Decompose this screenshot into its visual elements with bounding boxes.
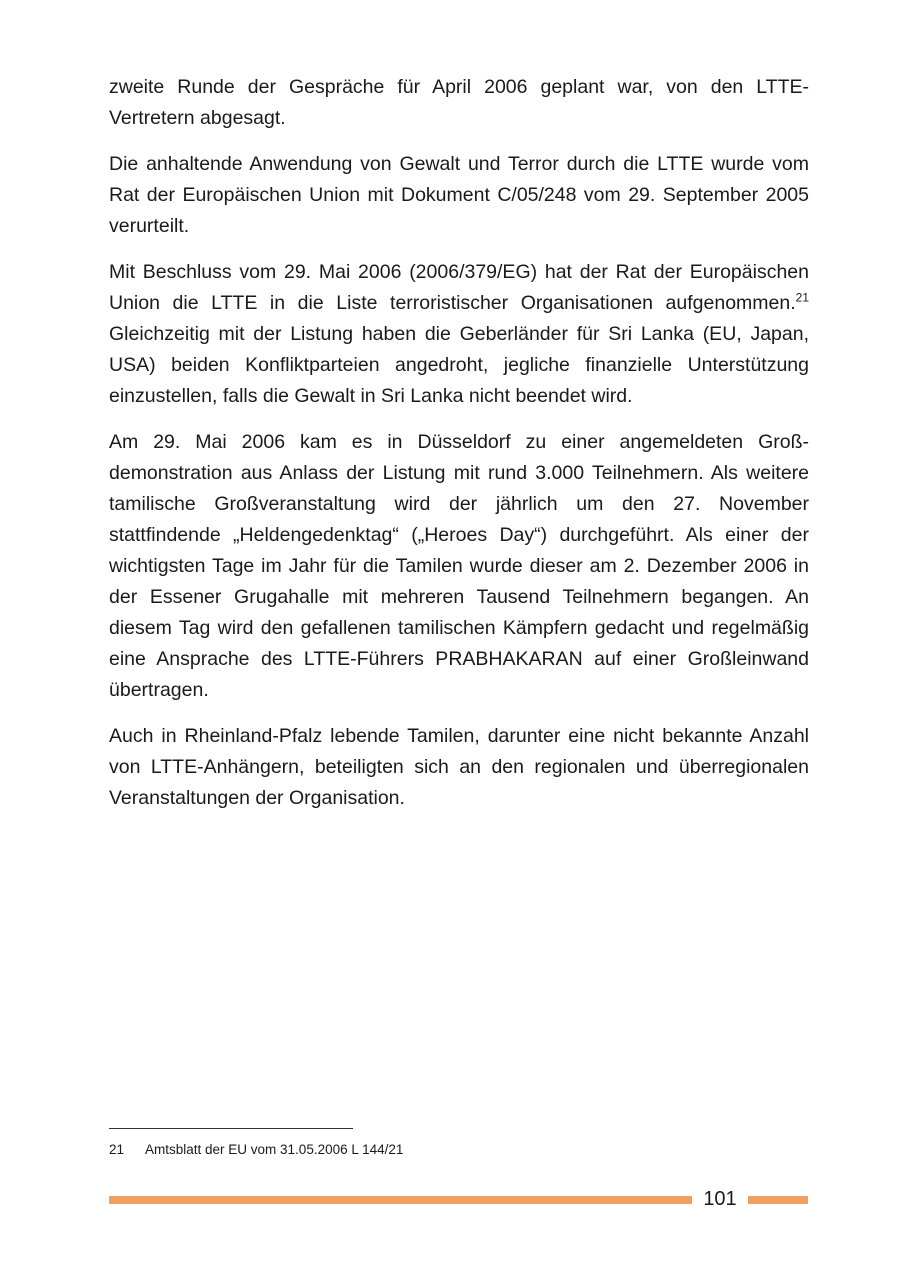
footnote-text: Amtsblatt der EU vom 31.05.2006 L 144/21 <box>145 1142 404 1157</box>
footer-accent-bar-left <box>109 1196 692 1204</box>
footnote-number: 21 <box>109 1142 125 1157</box>
footnote <box>109 1141 403 1159</box>
footnote-reference[interactable]: 21 <box>795 290 809 305</box>
paragraph: Die anhaltende Anwendung von Gewalt und Terror durch die LTTE wurde vom Rat der Europäischen Union mit Dokument C/05/248 vom 29. September 2005 verurteilt. <box>109 153 809 237</box>
footnote-divider <box>109 1128 353 1129</box>
paragraph-text: Gleichzeitig mit der Listung haben die Geberländer für Sri Lanka (EU, Japan, USA) beiden Konfliktparteien angedroht, jegliche finanzielle Unterstützung einzustellen, falls die Gewalt in Sri Lanka nicht beendet wird. <box>109 323 809 407</box>
paragraph-text: Mit Beschluss vom 29. Mai 2006 (2006/379/EG) hat der Rat der Europäischen Union die LTTE in die Liste terroristischer Organisationen aufgenommen. <box>109 261 809 314</box>
main-text <box>109 72 809 829</box>
paragraph: Am 29. Mai 2006 kam es in Düsseldorf zu einer angemeldeten Großdemonstration aus Anlass der Listung mit rund 3.000 Teilnehmern. Als weitere tamilische Großveranstaltung wird der jährlich um den 27. November stattfindende „Heldengedenktag“ („Heroes Day“) durchgeführt. Als einer der wichtigsten Tage im Jahr für die Tamilen wurde dieser am 2. Dezember 2006 in der Essener Grugahalle mit mehreren Tausend Teilnehmern begangen. An diesem Tag wird den gefallenen tamilischen Kämpfern gedacht und regelmäßig eine Ansprache des LTTE-Führers PRABHAKARAN auf einer Großleinwand übertragen. <box>109 431 809 701</box>
paragraph-listing <box>109 257 809 412</box>
paragraph: Auch in Rheinland-Pfalz lebende Tamilen, darunter eine nicht bekannte Anzahl von LTTE-Anhängern, beteiligten sich an den regionalen und überregionalen Veranstaltungen der Organisation. <box>109 725 809 809</box>
footer-accent-bar-right <box>748 1196 808 1204</box>
page-number: 101 <box>703 1188 737 1210</box>
paragraph: zweite Runde der Gespräche für April 2006 geplant war, von den LTTE-​Vertretern abgesagt. <box>109 76 809 129</box>
